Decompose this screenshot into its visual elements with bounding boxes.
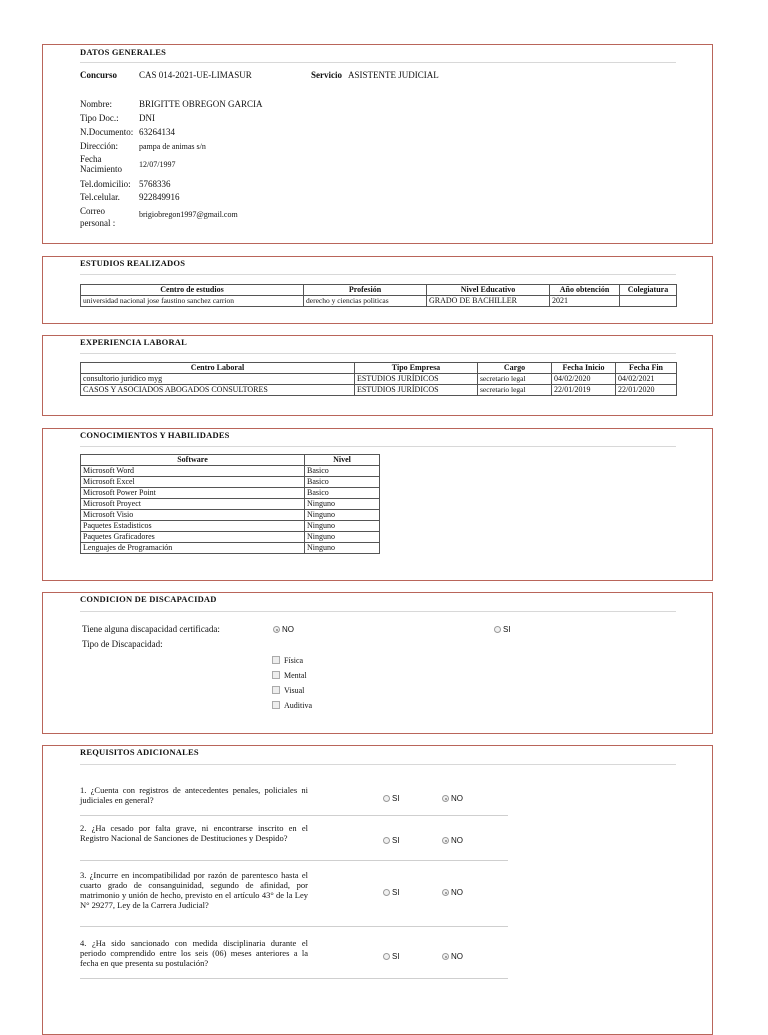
correo-label: Correo personal : xyxy=(80,206,116,228)
checkbox[interactable] xyxy=(272,671,280,679)
q1-no-option[interactable] xyxy=(442,793,463,803)
direccion-label: Dirección: xyxy=(80,141,118,151)
q2-no-option[interactable] xyxy=(442,835,463,845)
tipo-discapacidad-label: Tipo de Discapacidad: xyxy=(82,639,163,649)
checkbox-label: Auditiva xyxy=(284,701,312,710)
col-header: Tipo Empresa xyxy=(355,363,478,374)
tipo-fisica[interactable] xyxy=(272,656,303,665)
q3-no-option[interactable] xyxy=(442,887,463,897)
table-cell: Ninguno xyxy=(305,532,380,543)
discapacidad-question: Tiene alguna discapacidad certificada: xyxy=(82,624,220,634)
fecha-nacimiento-label: Fecha Nacimiento xyxy=(80,154,122,174)
divider xyxy=(80,446,676,447)
radio-si[interactable] xyxy=(383,889,390,896)
tipo-visual[interactable] xyxy=(272,686,304,695)
radio-si-label: SI xyxy=(503,625,511,634)
q4-no-option[interactable] xyxy=(442,951,463,961)
checkbox[interactable] xyxy=(272,656,280,664)
divider xyxy=(80,353,676,354)
section-title: EXPERIENCIA LABORAL xyxy=(80,337,187,347)
table-row xyxy=(81,499,380,510)
table-row xyxy=(81,521,380,532)
requisito-question-4: 4. ¿Ha sido sancionado con medida disciplinaria durante el periodo comprendido entre los seis (06) meses anteriores a la fecha en que presenta su postulación? xyxy=(80,938,308,968)
table-cell: 22/01/2020 xyxy=(616,385,677,396)
col-header: Centro Laboral xyxy=(81,363,355,374)
table-cell: Microsoft Proyect xyxy=(81,499,305,510)
servicio-value: ASISTENTE JUDICIAL xyxy=(348,70,439,80)
divider xyxy=(80,815,508,816)
col-header: Centro de estudios xyxy=(81,285,304,296)
radio-si-label: SI xyxy=(392,952,400,961)
conocimientos-section xyxy=(42,428,713,581)
tipo-mental[interactable] xyxy=(272,671,307,680)
section-title: REQUISITOS ADICIONALES xyxy=(80,747,199,757)
documento-label: N.Documento: xyxy=(80,127,134,137)
software-table xyxy=(80,454,380,554)
table-row xyxy=(81,296,677,307)
nombre-label: Nombre: xyxy=(80,99,112,109)
estudios-section xyxy=(42,256,713,324)
checkbox-label: Visual xyxy=(284,686,305,695)
col-header: Fecha Inicio xyxy=(552,363,616,374)
section-title: CONDICION DE DISCAPACIDAD xyxy=(80,594,217,604)
col-header: Software xyxy=(81,455,305,466)
col-header: Colegiatura xyxy=(620,285,677,296)
table-cell: Ninguno xyxy=(305,543,380,554)
q4-si-option[interactable] xyxy=(383,951,400,961)
col-header: Cargo xyxy=(478,363,552,374)
table-cell: ESTUDIOS JURÍDICOS xyxy=(355,385,478,396)
table-cell: derecho y ciencias politicas xyxy=(304,296,427,307)
table-cell: Paquetes Estadisticos xyxy=(81,521,305,532)
tipo-doc-value: DNI xyxy=(139,113,155,123)
section-title: CONOCIMIENTOS Y HABILIDADES xyxy=(80,430,230,440)
divider xyxy=(80,611,676,612)
section-title: DATOS GENERALES xyxy=(80,47,167,57)
datos-generales-section xyxy=(42,44,713,244)
table-cell: 04/02/2020 xyxy=(552,374,616,385)
table-header-row xyxy=(81,285,677,296)
table-header-row xyxy=(81,455,380,466)
table-cell: GRADO DE BACHILLER xyxy=(427,296,550,307)
col-header: Profesión xyxy=(304,285,427,296)
requisito-question-1: 1. ¿Cuenta con registros de antecedentes penales, policiales ni judiciales en general? xyxy=(80,785,308,805)
table-row xyxy=(81,385,677,396)
documento-value: 63264134 xyxy=(139,127,175,137)
table-cell: secretario legal xyxy=(478,374,552,385)
section-title: ESTUDIOS REALIZADOS xyxy=(80,258,186,268)
table-cell: Microsoft Word xyxy=(81,466,305,477)
table-cell xyxy=(620,296,677,307)
table-row xyxy=(81,543,380,554)
table-cell: 04/02/2021 xyxy=(616,374,677,385)
checkbox[interactable] xyxy=(272,701,280,709)
checkbox-label: Mental xyxy=(284,671,307,680)
table-cell: Ninguno xyxy=(305,510,380,521)
radio-no[interactable] xyxy=(442,889,449,896)
table-cell: Basico xyxy=(305,477,380,488)
discapacidad-si-option[interactable] xyxy=(494,624,511,634)
radio-no-label: NO xyxy=(451,836,463,845)
checkbox-label: Física xyxy=(284,656,304,665)
radio-si[interactable] xyxy=(383,837,390,844)
table-cell: Lenguajes de Programación xyxy=(81,543,305,554)
q2-si-option[interactable] xyxy=(383,835,400,845)
table-cell: Basico xyxy=(305,488,380,499)
col-header: Fecha Fin xyxy=(616,363,677,374)
tipo-doc-label: Tipo Doc.: xyxy=(80,113,119,123)
radio-si-label: SI xyxy=(392,888,400,897)
table-cell: Ninguno xyxy=(305,499,380,510)
correo-value: brigiobregon1997@gmail.com xyxy=(139,210,238,219)
col-header: Año obtención xyxy=(550,285,620,296)
divider xyxy=(80,274,676,275)
nombre-value: BRIGITTE OBREGON GARCIA xyxy=(139,99,263,109)
discapacidad-section xyxy=(42,592,713,734)
checkbox[interactable] xyxy=(272,686,280,694)
divider xyxy=(80,978,508,979)
tel-domicilio-value: 5768336 xyxy=(139,179,171,189)
estudios-table xyxy=(80,284,677,307)
servicio-label: Servicio xyxy=(311,70,342,80)
table-cell: ESTUDIOS JURÍDICOS xyxy=(355,374,478,385)
table-cell: Microsoft Visio xyxy=(81,510,305,521)
table-cell: secretario legal xyxy=(478,385,552,396)
radio-si-label: SI xyxy=(392,794,400,803)
radio-no[interactable] xyxy=(442,837,449,844)
tel-celular-value: 922849916 xyxy=(139,192,180,202)
table-cell: 2021 xyxy=(550,296,620,307)
table-row xyxy=(81,488,380,499)
tel-celular-label: Tel.celular. xyxy=(80,192,120,202)
table-cell: universidad nacional jose faustino sanchez carrion xyxy=(81,296,304,307)
requisito-question-3: 3. ¿Incurre en incompatibilidad por razón de parentesco hasta el cuarto grado de consanguinidad, segundo de afinidad, por matrimonio y unión de hecho, previsto en el artículo 43° de la Ley N° 29277, Ley de la Carrera Judicial? xyxy=(80,870,308,910)
table-cell: Microsoft Excel xyxy=(81,477,305,488)
radio-si-label: SI xyxy=(392,836,400,845)
radio-no-label: NO xyxy=(451,888,463,897)
divider xyxy=(80,62,676,63)
experiencia-section xyxy=(42,335,713,416)
concurso-label: Concurso xyxy=(80,70,118,80)
radio-si[interactable] xyxy=(494,626,501,633)
divider xyxy=(80,764,676,765)
direccion-value: pampa de animas s/n xyxy=(139,142,206,151)
table-cell: Paquetes Graficadores xyxy=(81,532,305,543)
table-header-row xyxy=(81,363,677,374)
table-cell: CASOS Y ASOCIADOS ABOGADOS CONSULTORES xyxy=(81,385,355,396)
q1-si-option[interactable] xyxy=(383,793,400,803)
col-header: Nivel Educativo xyxy=(427,285,550,296)
radio-si[interactable] xyxy=(383,795,390,802)
radio-no-label: NO xyxy=(451,794,463,803)
experiencia-table xyxy=(80,362,677,396)
table-cell: Microsoft Power Point xyxy=(81,488,305,499)
table-row xyxy=(81,532,380,543)
radio-no[interactable] xyxy=(442,795,449,802)
divider xyxy=(80,926,508,927)
divider xyxy=(80,860,508,861)
table-row xyxy=(81,510,380,521)
col-header: Nivel xyxy=(305,455,380,466)
table-row xyxy=(81,477,380,488)
radio-si[interactable] xyxy=(383,953,390,960)
concurso-value: CAS 014-2021-UE-LIMASUR xyxy=(139,70,252,80)
tipo-auditiva[interactable] xyxy=(272,701,312,710)
discapacidad-no-option[interactable] xyxy=(273,624,294,634)
table-cell: Ninguno xyxy=(305,521,380,532)
table-cell: Basico xyxy=(305,466,380,477)
tel-domicilio-label: Tel.domicilio: xyxy=(80,179,131,189)
requisitos-section xyxy=(42,745,713,1035)
radio-no[interactable] xyxy=(442,953,449,960)
table-row xyxy=(81,374,677,385)
table-cell: 22/01/2019 xyxy=(552,385,616,396)
fecha-nacimiento-value: 12/07/1997 xyxy=(139,160,176,169)
requisito-question-2: 2. ¿Ha cesado por falta grave, ni encontrarse inscrito en el Registro Nacional de Sanciones de Destituciones y Despido? xyxy=(80,823,308,843)
q3-si-option[interactable] xyxy=(383,887,400,897)
table-cell: consultorio juridico myg xyxy=(81,374,355,385)
radio-no-label: NO xyxy=(282,625,294,634)
radio-no[interactable] xyxy=(273,626,280,633)
table-row xyxy=(81,466,380,477)
radio-no-label: NO xyxy=(451,952,463,961)
